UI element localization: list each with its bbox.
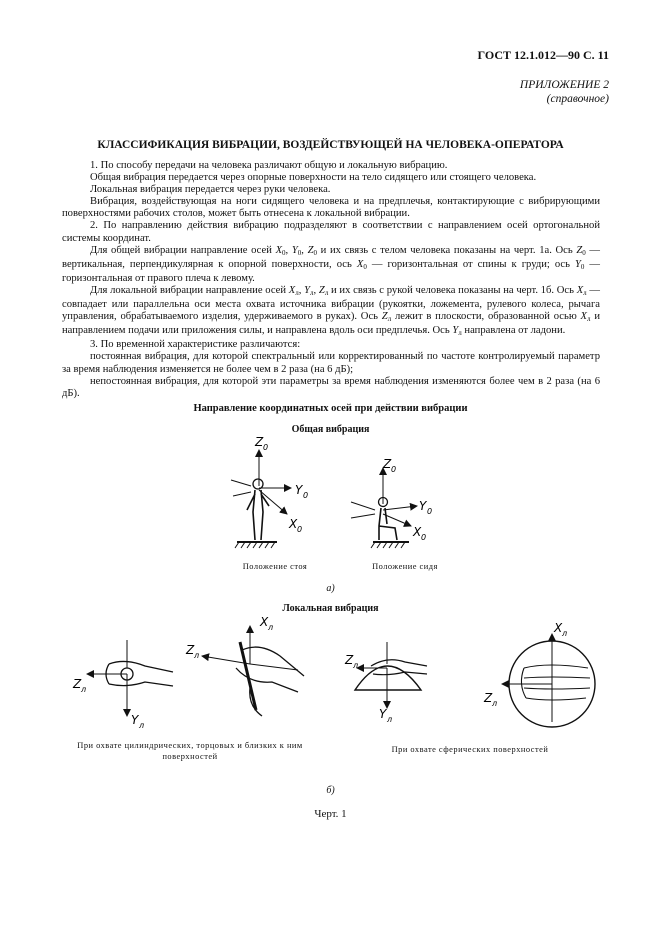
page-header: ГОСТ 12.1.012—90 С. 11: [477, 48, 609, 62]
paragraph: Для локальной вибрации направление осей $X_л$, $Y_л$, $Z_л$ и их связь с рукой человека показаны на черт. 1б. Ось $X_л$ — совпадает или параллельна оси места охвата источника вибрации (рукоятки, ложемента, рулевого колеса, рычага управления, обрабатываемого изделия, удерживаемого в руках). Ось $Z_л$ лежит в плоскости, образованной осью $X_л$ и направлением подачи или приложения силы, и направлена вдоль оси предплечья. Ось $Y_л$ направлена от ладони.: [62, 284, 600, 338]
axis-label-zl-cyl: Z: [73, 677, 82, 691]
local-vibration-title: Локальная вибрация: [282, 603, 379, 614]
paragraph: 3. По временной характеристике различаются:: [90, 339, 301, 351]
hand-sphere-figure: [335, 628, 435, 723]
body-text: [62, 160, 600, 400]
figure-caption: Черт. 1: [314, 808, 347, 820]
axis-label-x0-sit: X: [413, 525, 422, 539]
axis-label-z0: Z: [255, 435, 264, 449]
axis-sub-y0-sit: 0: [427, 507, 433, 516]
paragraph: непостоянная вибрация, для которой эти параметры за время наблюдения изменяются более чем в 2 раза (на 6 дБ).: [62, 375, 600, 399]
axis-label-z0-sit: Z: [383, 457, 392, 471]
caption-standing: Положение стоя: [242, 562, 308, 571]
axis-label-xl-lev: X: [260, 615, 269, 629]
axis-sub-x0: 0: [297, 525, 303, 534]
axis-sub-xl-lev: л: [268, 623, 274, 632]
section-title: КЛАССИФИКАЦИЯ ВИБРАЦИИ, ВОЗДЕЙСТВУЮЩЕЙ НА ЧЕЛОВЕКА-ОПЕРАТОРА: [97, 139, 564, 151]
axis-sub-zl-lev: л: [194, 651, 200, 660]
caption-sitting: Положение сидя: [372, 562, 438, 571]
appendix-label: [520, 78, 609, 106]
standing-figure: [225, 432, 345, 557]
figure-label-a: а): [326, 583, 335, 594]
axis-label-zl-ball: Z: [484, 691, 493, 705]
axis-label-x0: X: [289, 517, 298, 531]
axis-sub-xl-ball: л: [562, 629, 568, 638]
figure-label-b: б): [326, 785, 335, 796]
caption-sphere: При охвате сферических поверхностей: [391, 745, 549, 754]
axis-sub-zl-cyl: л: [81, 685, 87, 694]
axis-sub-z0-sit: 0: [391, 465, 397, 474]
axis-label-y0: Y: [295, 483, 303, 497]
appendix-number: ПРИЛОЖЕНИЕ 2: [519, 79, 609, 91]
axis-sub-yl-sph: л: [387, 715, 393, 723]
sitting-figure: [345, 452, 445, 552]
paragraph: Локальная вибрация передается через руки человека.: [90, 184, 331, 196]
axis-sub-zl-sph: л: [353, 661, 359, 670]
paragraph: Для общей вибрации направление осей $X_0$, $Y_0$, $Z_0$ и их связь с телом человека показаны на черт. 1а. Ось $Z_0$ — вертикальная, перпендикулярная к опорной поверхности, ось $X_0$ — горизонтальная от спины к груди; ось $Y_0$ — горизонтальная от правого плеча к левому.: [62, 244, 601, 284]
axis-sub-x0-sit: 0: [421, 533, 427, 542]
axis-sub-yl-cyl: л: [139, 721, 145, 728]
general-vibration-title: Общая вибрация: [291, 424, 370, 435]
axis-label-yl-sph: Y: [379, 707, 387, 721]
hand-lever-figure: [180, 612, 310, 727]
axis-label-y0-sit: Y: [419, 499, 427, 513]
paragraph: Общая вибрация передается через опорные поверхности на тело сидящего или стоящего человека.: [90, 172, 537, 184]
axis-sub-z0: 0: [263, 443, 269, 452]
axis-sub-y0: 0: [303, 491, 309, 500]
paragraph: постоянная вибрация, для которой спектральный или корректированный по частоте контролируемый параметр за время наблюдения изменяется не более чем в 2 раза (на 6 дБ);: [62, 351, 600, 375]
paragraph: 2. По направлению действия вибрацию подразделяют в соответствии с направлением осей ортогональной системы координат.: [62, 220, 600, 244]
paragraph: 1. По способу передачи на человека различают общую и локальную вибрацию.: [90, 160, 448, 171]
figure-heading: Направление координатных осей при действии вибрации: [193, 403, 468, 414]
appendix-note: (справочное): [546, 93, 609, 105]
hand-cylinder-figure: [65, 628, 175, 728]
axis-sub-zl-ball: л: [492, 699, 498, 708]
axis-label-xl-ball: X: [554, 621, 563, 635]
paragraph: Вибрация, воздействующая на ноги сидящего человека и на предплечья, контактирующие с вибрирующими поверхностями рабочих столов, может быть отнесена к локальной вибрации.: [62, 196, 600, 220]
axis-label-zl-lev: Z: [186, 643, 195, 657]
caption-cylinder: При охвате цилиндрических, торцовых и близких к ним поверхностей: [77, 741, 303, 761]
hand-ball-figure: [478, 618, 603, 743]
axis-label-zl-sph: Z: [345, 653, 354, 667]
axis-label-yl-cyl: Y: [131, 713, 139, 727]
